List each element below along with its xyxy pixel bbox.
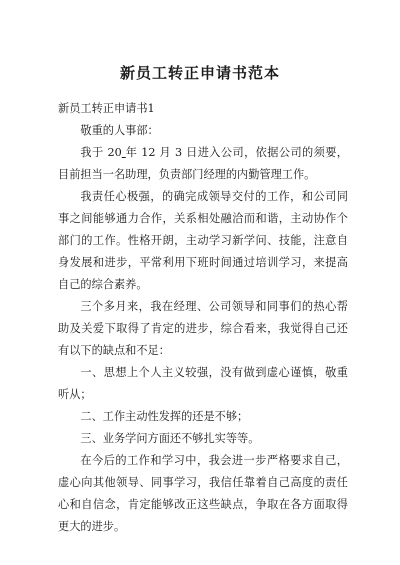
entry-text-start: 我于 20 [80, 146, 122, 159]
document-title: 新员工转正申请书范本 [119, 64, 280, 82]
entry-text-end: 年 12 月 3 日进入公司，依据公司的须要，目前担当一名助理，负责部门经理的内勤管理工作。 [58, 146, 348, 181]
shortcoming-item-3: 三、业务学问方面还不够扎实等等。 [80, 432, 260, 445]
greeting: 敬重的人事部： [80, 124, 159, 137]
document-subtitle: 新员工转正申请书1 [58, 102, 155, 115]
paragraph-future-plan: 在今后的工作和学习中，我会进一步严格要求自己，虚心向其他领导、同事学习，我信任靠着自己高度的责任心和自信念，肯定能够改正这些缺点，争取在各方面取得更大的进步。 [58, 454, 348, 533]
paragraph-self-assessment: 我责任心极强，的确完成领导交付的工作，和公司同事之间能够通力合作，关系相处融洽而和谐，主动协作个部门的工作。性格开朗，主动学习新学问、技能，注意自身发展和进步，平常利用下班时间通过培训学习，来提高自己的综合素养。 [58, 190, 348, 291]
document-body [58, 98, 348, 538]
shortcoming-item-1: 一、思想上个人主义较强，没有做到虚心谨慎，敬重听从； [58, 366, 348, 401]
shortcoming-item-2: 二、工作主动性发挥的还是不够； [80, 410, 249, 423]
paragraph-progress: 三个多月来，我在经理、公司领导和同事们的热心帮助及关爱下取得了肯定的进步，综合看来，我觉得自己还有以下的缺点和不足： [58, 300, 348, 357]
paragraph-entry-date [58, 142, 348, 186]
